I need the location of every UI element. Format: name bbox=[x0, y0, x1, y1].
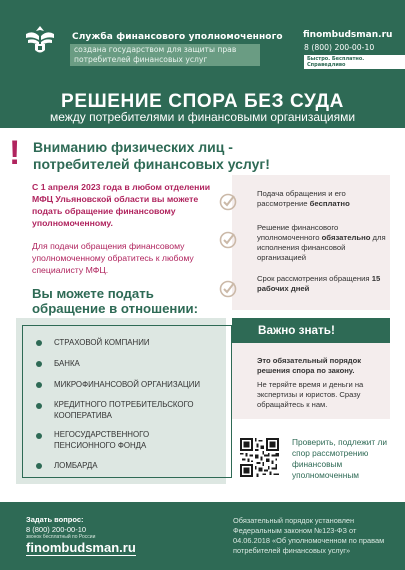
qr-caption: Проверить, подлежит ли спор рассмотрению финансовым уполномоченным bbox=[292, 437, 387, 480]
header-site-link[interactable]: finombudsman.ru bbox=[303, 30, 393, 40]
check-circle-icon bbox=[219, 193, 237, 211]
qr-code[interactable] bbox=[240, 438, 279, 477]
page-subtitle: между потребителями и финансовыми организациями bbox=[49, 110, 356, 124]
emblem-icon bbox=[22, 24, 58, 56]
list-item: ЛОМБАРДА bbox=[54, 461, 98, 470]
appeal-heading bbox=[32, 286, 198, 316]
check-circle-icon bbox=[219, 231, 237, 249]
exclamation-icon: ! bbox=[9, 134, 21, 172]
title-band bbox=[0, 76, 405, 128]
bullet-icon bbox=[36, 361, 42, 367]
steps-panel bbox=[232, 175, 390, 310]
attention-heading bbox=[33, 139, 270, 173]
footer-phone[interactable]: 8 (800) 200-00-10 bbox=[26, 525, 87, 534]
important-text: Не теряйте время и деньги на экспертизы и юристов. Сразу обращайтесь к нам. bbox=[257, 380, 364, 409]
slogan-badge: Быстро. Бесплатно. Справедливо bbox=[304, 55, 405, 69]
org-name: Служба финансового уполномоченного bbox=[72, 32, 283, 42]
list-item: СТРАХОВОЙ КОМПАНИИ bbox=[54, 338, 150, 347]
bullet-icon bbox=[36, 433, 42, 439]
bullet-icon bbox=[36, 340, 42, 346]
org-subtitle: создана государством для защиты прав потребителей финансовых услуг bbox=[70, 44, 260, 66]
bullet-icon bbox=[36, 403, 42, 409]
page-title: РЕШЕНИЕ СПОРА БЕЗ СУДА bbox=[61, 91, 344, 112]
list-item: НЕГОСУДАРСТВЕННОГО ПЕНСИОННОГО ФОНДА bbox=[54, 430, 150, 450]
header-phone: 8 (800) 200-00-10 bbox=[304, 43, 375, 52]
appeal-heading-line-1: Вы можете подать bbox=[32, 286, 154, 301]
step-item: Решение финансового уполномоченного обязательно для исполнения финансовой организацией bbox=[257, 223, 386, 262]
important-bold-text: Это обязательный порядок решения спора по закону. bbox=[257, 356, 362, 375]
footer-phone-note: звонок бесплатный по России bbox=[26, 534, 96, 540]
list-item: БАНКА bbox=[54, 359, 80, 368]
important-title: Важно знать! bbox=[258, 324, 335, 337]
check-circle-icon bbox=[219, 280, 237, 298]
bullet-icon bbox=[36, 382, 42, 388]
intro-text: С 1 апреля 2023 года в любом отделении МФЦ Ульяновской области вы можете подать обращение финансовому уполномоченному. bbox=[32, 182, 211, 228]
organizations-panel bbox=[16, 318, 226, 484]
attention-line-1: Вниманию физических лиц - bbox=[33, 139, 233, 155]
bullet-icon bbox=[36, 463, 42, 469]
ask-question-label: Задать вопрос: bbox=[26, 515, 84, 524]
step-item: Срок рассмотрения обращения 15 рабочих дней bbox=[257, 274, 381, 293]
attention-line-2: потребителей финансовых услуг! bbox=[33, 156, 270, 172]
list-item: КРЕДИТНОГО ПОТРЕБИТЕЛЬСКОГО КООПЕРАТИВА bbox=[54, 400, 194, 420]
step-item: Подача обращения и его рассмотрение бесплатно bbox=[257, 189, 350, 208]
list-item: МИКРОФИНАНСОВОЙ ОРГАНИЗАЦИИ bbox=[54, 380, 201, 389]
appeal-heading-line-2: обращение в отношении: bbox=[32, 301, 198, 316]
law-reference: Обязательный порядок установлен Федеральным законом №123-ФЗ от 04.06.2018 «Об уполномоченном по правам потребителей финансовых услуг» bbox=[233, 516, 385, 555]
footer-site-link[interactable]: finombudsman.ru bbox=[26, 540, 136, 555]
mfc-contact-text: Для подачи обращения финансовому уполномоченному обратитесь к любому специалисту МФЦ. bbox=[32, 241, 194, 275]
